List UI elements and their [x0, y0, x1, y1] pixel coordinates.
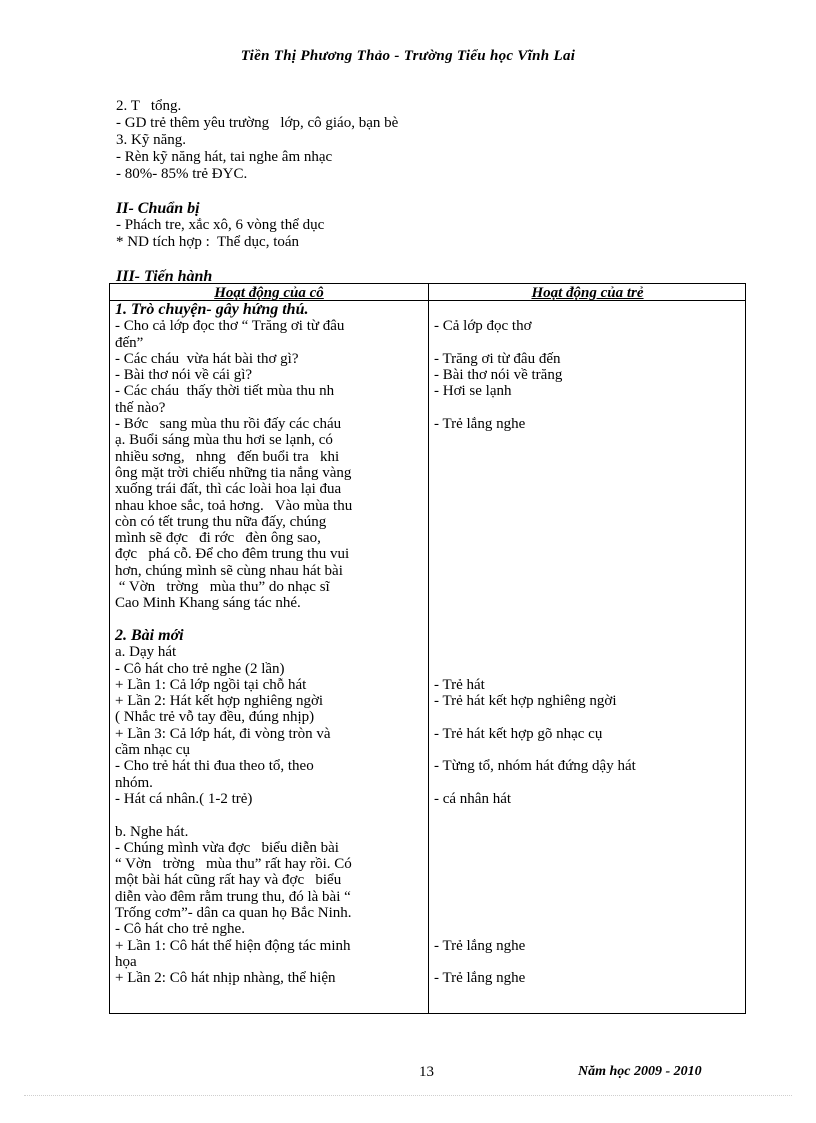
teacher-activities: [115, 302, 425, 986]
table-line: - Cho trẻ hát thi đua theo tổ, theo: [115, 758, 314, 775]
table-line: nhiều sơng, nhng đến buổi tra khi: [115, 448, 340, 465]
table-line: b. Nghe hát.: [115, 823, 189, 840]
table-line: [434, 400, 739, 416]
table-line: hơn, chúng mình sẽ cùng nhau hát bài: [115, 562, 343, 579]
intro-line: - 80%- 85% trẻ ĐYC.: [116, 166, 248, 182]
activity-table: [109, 283, 746, 1014]
table-line: [434, 709, 739, 725]
table-line: [434, 840, 739, 856]
table-line: “ Vờn trờng mùa thu” rất hay rồi. Có: [115, 856, 352, 873]
table-line: + Lần 2: Hát kết hợp nghiêng ngời: [115, 693, 324, 710]
spacer: [116, 251, 716, 268]
table-line: - Cô hát cho trẻ nghe.: [115, 921, 245, 938]
table-line: [434, 905, 739, 921]
table-line: xuống trái đất, thì các loài hoa lại đua: [115, 481, 342, 498]
intro-line: - Rèn kỹ năng hát, tai nghe âm nhạc: [116, 149, 333, 165]
table-line: - Bài thơ nói về cái gì?: [115, 367, 253, 384]
table-line: [434, 661, 739, 677]
table-line: [434, 579, 739, 595]
table-line: [434, 872, 739, 888]
table-line: [434, 628, 739, 644]
table-line: [434, 465, 739, 481]
section-2-line: * ND tích hợp : Thể dục, toán: [116, 234, 300, 250]
table-line: - Trẻ lắng nghe: [434, 970, 526, 987]
table-line: - cá nhân hát: [434, 790, 512, 807]
table-line: 2. Bài mới: [115, 626, 184, 644]
table-line: Cao Minh Khang sáng tác nhé.: [115, 595, 301, 612]
table-line: [434, 449, 739, 465]
table-line: [434, 481, 739, 497]
spacer: [116, 183, 716, 200]
section-2-title: II- Chuẩn bị: [116, 200, 200, 217]
table-line: [434, 824, 739, 840]
children-activities: [434, 302, 739, 986]
table-line: nhau khoe sắc, toả hơng. Vào mùa thu: [115, 497, 353, 514]
table-line: mình sẽ đợc đi rớc đèn ông sao,: [115, 530, 321, 547]
table-line: [434, 563, 739, 579]
table-line: đợc phá cỗ. Để cho đêm trung thu vui: [115, 546, 350, 563]
table-line: [434, 921, 739, 937]
page-bottom-rule: [24, 1095, 792, 1096]
table-line: - Trăng ơi từ đâu đến: [434, 350, 561, 367]
table-line: - Chúng mình vừa đợc biểu diễn bài: [115, 839, 339, 856]
table-line: a. Dạy hát: [115, 644, 177, 661]
table-line: thế nào?: [115, 399, 166, 416]
table-line: - Các cháu vừa hát bài thơ gì?: [115, 350, 299, 367]
table-line: - Cho cả lớp đọc thơ “ Trăng ơi từ đâu: [115, 318, 345, 335]
table-line: + Lần 1: Cả lớp ngồi tại chỗ hát: [115, 676, 307, 693]
table-line: một bài hát cũng rất hay và đợc biểu: [115, 872, 342, 889]
table-line: - Trẻ lắng nghe: [434, 937, 526, 954]
table-line: nhóm.: [115, 774, 153, 791]
table-line: [434, 775, 739, 791]
table-line: “ Vờn trờng mùa thu” do nhạc sĩ: [115, 579, 330, 596]
table-line: [434, 498, 739, 514]
table-line: - Trẻ hát kết hợp gõ nhạc cụ: [434, 725, 603, 742]
section-3-title: III- Tiến hành: [116, 268, 213, 285]
column-divider: [428, 284, 429, 1013]
table-line: + Lần 1: Cô hát thể hiện động tác minh: [115, 937, 351, 954]
school-year: Năm học 2009 - 2010: [578, 1064, 702, 1079]
table-line: [434, 595, 739, 611]
intro-block: [116, 98, 716, 285]
children-column-header: Hoạt động của trẻ: [531, 285, 644, 301]
table-line: [434, 807, 739, 823]
table-line: ông mặt trời chiếu những tia nắng vàng: [115, 464, 352, 481]
table-line: ( Nhắc trẻ vỗ tay đều, đúng nhịp): [115, 709, 315, 726]
table-line: [434, 546, 739, 562]
table-line: Trống cơm”- dân ca quan họ Bắc Ninh.: [115, 904, 352, 921]
table-line: ạ. Buổi sáng mùa thu hơi se lạnh, có: [115, 432, 333, 449]
intro-line: 3. Kỹ năng.: [116, 132, 186, 148]
table-line: - Trẻ hát: [434, 676, 485, 693]
table-line: [434, 302, 739, 318]
table-line: - Hát cá nhân.( 1-2 trẻ): [115, 790, 253, 807]
table-line: - Trẻ hát kết hợp nghiêng ngời: [434, 693, 617, 710]
table-line: đến”: [115, 334, 144, 351]
table-line: [434, 644, 739, 660]
table-line: + Lần 3: Cả lớp hát, đi vòng tròn và: [115, 725, 331, 742]
table-line: diễn vào đêm rằm trung thu, đó là bài “: [115, 888, 351, 905]
table-line: [434, 612, 739, 628]
intro-line: - GD trẻ thêm yêu trường lớp, cô giáo, bạn bè: [116, 115, 399, 131]
table-line: [434, 335, 739, 351]
table-line: - Hơi se lạnh: [434, 383, 512, 400]
table-line: cầm nhạc cụ: [115, 742, 190, 759]
table-line: [115, 807, 425, 823]
table-line: - Bớc sang mùa thu rồi đấy các cháu: [115, 416, 342, 433]
table-line: [434, 514, 739, 530]
table-line: - Các cháu thấy thời tiết mùa thu nh: [115, 383, 335, 400]
table-line: họa: [115, 953, 137, 970]
table-line: [434, 742, 739, 758]
table-line: - Bài thơ nói về trăng: [434, 367, 563, 384]
table-line: + Lần 2: Cô hát nhịp nhàng, thể hiện: [115, 970, 336, 987]
table-line: - Trẻ lắng nghe: [434, 416, 526, 433]
table-line: còn có tết trung thu nữa đấy, chúng: [115, 513, 327, 530]
table-line: - Cô hát cho trẻ nghe (2 lần): [115, 660, 285, 677]
table-line: [434, 889, 739, 905]
section-2-line: - Phách tre, xắc xô, 6 vòng thể dục: [116, 217, 325, 233]
intro-line: 2. T tổng.: [116, 98, 182, 114]
table-line: 1. Trò chuyện- gây hứng thú.: [115, 301, 309, 318]
page-number: 13: [419, 1064, 434, 1080]
table-line: - Từng tổ, nhóm hát đứng dậy hát: [434, 758, 636, 775]
table-line: [115, 612, 425, 628]
teacher-column-header: Hoạt động của cô: [214, 285, 324, 301]
table-line: [434, 856, 739, 872]
table-line: [434, 530, 739, 546]
page-header: Tiền Thị Phương Thảo - Trường Tiểu học Vĩnh Lai: [240, 48, 576, 64]
table-line: [434, 432, 739, 448]
table-line: [434, 954, 739, 970]
table-line: - Cả lớp đọc thơ: [434, 318, 532, 335]
